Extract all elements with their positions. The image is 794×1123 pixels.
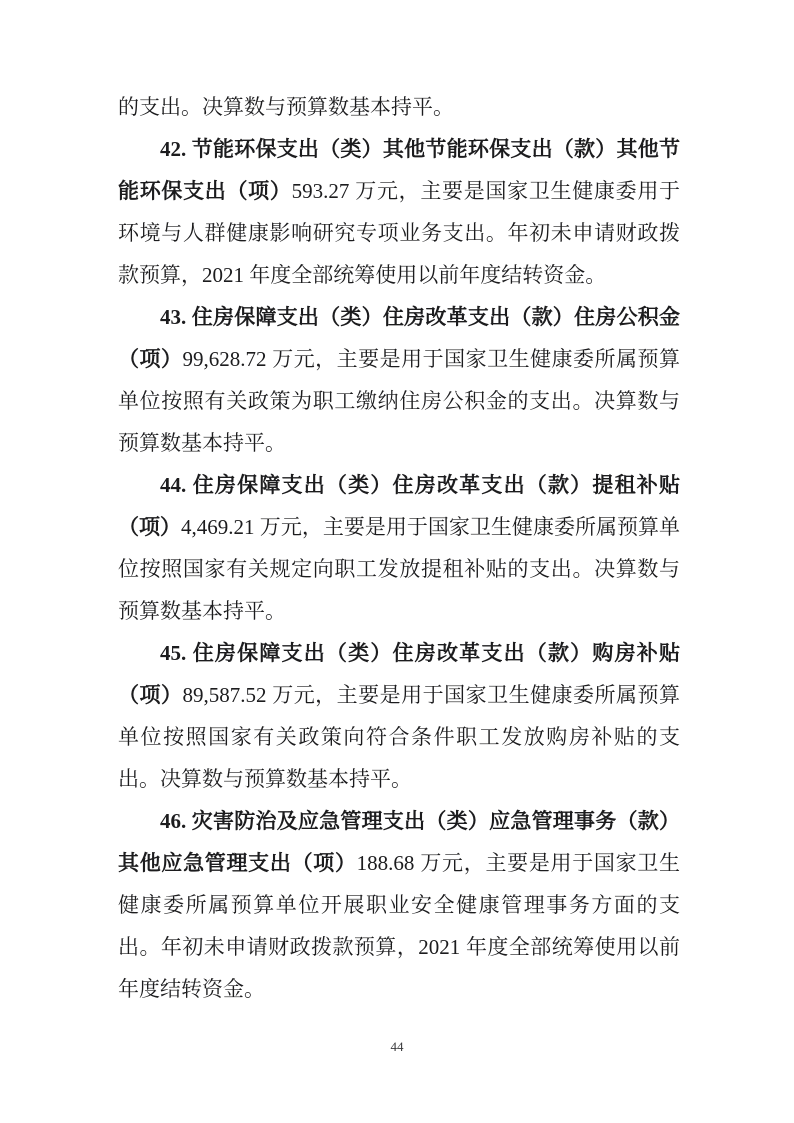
paragraph-item-46: [118, 800, 680, 1010]
item-44-heading: 44. 住房保障支出（类）住房改革支出（款）提租补贴（项）: [118, 473, 680, 539]
item-44-body: 4,469.21 万元，主要是用于国家卫生健康委所属预算单位按照国家有关规定向职工发放提租补贴的支出。决算数与预算数基本持平。: [118, 515, 681, 623]
paragraph-item-43: [118, 296, 680, 464]
paragraph-continuation: [118, 86, 680, 128]
item-43-heading: 43. 住房保障支出（类）住房改革支出（款）住房公积金（项）: [118, 305, 680, 371]
paragraph-item-42: [118, 128, 680, 296]
document-body: [118, 86, 680, 1010]
item-45-heading: 45. 住房保障支出（类）住房改革支出（款）购房补贴（项）: [118, 641, 680, 707]
paragraph-item-44: [118, 464, 680, 632]
item-46-body: 188.68 万元，主要是用于国家卫生健康委所属预算单位开展职业安全健康管理事务方面的支出。年初未申请财政拨款预算，2021 年度全部统筹使用以前年度结转资金。: [118, 851, 681, 1001]
item-42-body: 593.27 万元，主要是国家卫生健康委用于环境与人群健康影响研究专项业务支出。年初未申请财政拨款预算，2021 年度全部统筹使用以前年度结转资金。: [118, 179, 681, 287]
page-number: 44: [390, 1039, 404, 1054]
item-43-body: 99,628.72 万元，主要是用于国家卫生健康委所属预算单位按照有关政策为职工缴纳住房公积金的支出。决算数与预算数基本持平。: [118, 347, 681, 455]
item-46-heading: 46. 灾害防治及应急管理支出（类）应急管理事务（款）其他应急管理支出（项）: [118, 809, 680, 875]
item-42-heading: 42. 节能环保支出（类）其他节能环保支出（款）其他节能环保支出（项）: [118, 137, 680, 203]
paragraph-item-45: [118, 632, 680, 800]
item-45-body: 89,587.52 万元，主要是用于国家卫生健康委所属预算单位按照国家有关政策向符合条件职工发放购房补贴的支出。决算数与预算数基本持平。: [118, 683, 681, 791]
continuation-text: 的支出。决算数与预算数基本持平。: [118, 95, 454, 119]
